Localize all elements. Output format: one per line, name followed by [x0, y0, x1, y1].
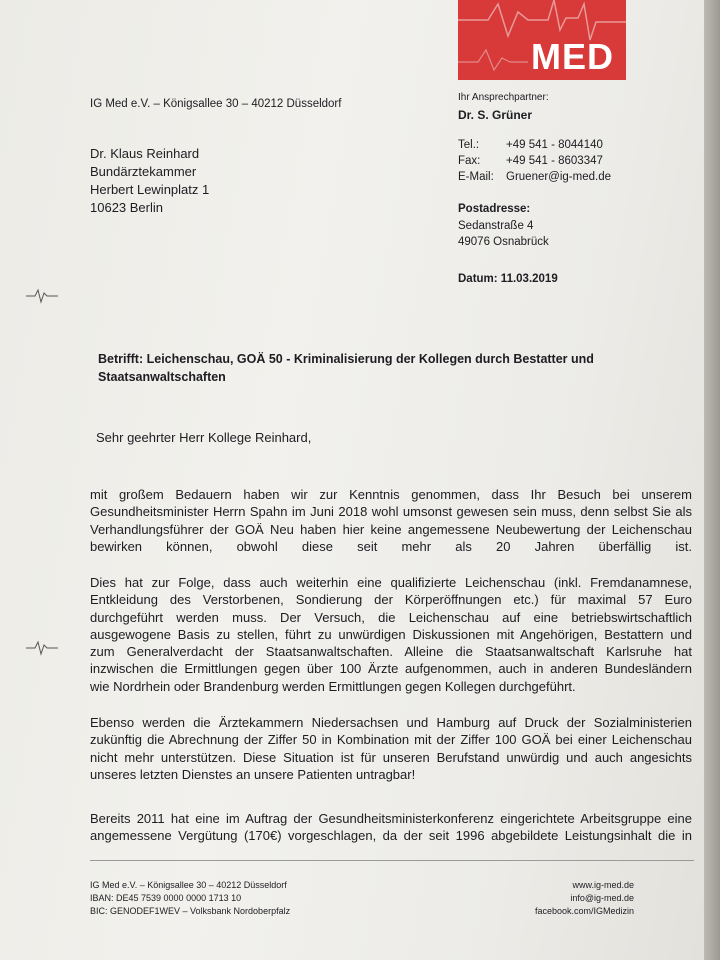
- text-line: Verhandlungsführer der GOÄ Neu haben hier keine angemessene Neubewertung der Leichenschau: [90, 521, 692, 537]
- contact-label: Ihr Ansprechpartner:: [458, 92, 549, 103]
- text-line: ausgewogene Basis zu stellen, führt zu unwürdigen Diskussionen mit Angehörigen, Bestattern und: [90, 626, 692, 642]
- footer-divider: [90, 860, 694, 861]
- sender-line: IG Med e.V. – Königsallee 30 – 40212 Düsseldorf: [90, 98, 342, 110]
- logo-text: MED: [531, 36, 614, 77]
- tel-label: Tel.:: [458, 139, 480, 151]
- recipient-line: Herbert Lewinplatz 1: [90, 182, 210, 197]
- text-line: zukünftig die Abrechnung der Ziffer 50 in Kombination mit der Ziffer 100 GOÄ bei einer Leichenschau: [90, 732, 692, 748]
- footer-left-line: IG Med e.V. – Königsallee 30 – 40212 Düsseldorf: [90, 880, 287, 890]
- contact-name: Dr. S. Grüner: [458, 108, 533, 122]
- postal-label: Postadresse:: [458, 203, 531, 215]
- email-label: E-Mail:: [458, 171, 494, 183]
- paragraph: [90, 714, 692, 783]
- text-line: durchgeführt werden muss. Der Versuch, die Leichenschau auf eine betriebswirtschaftlich: [90, 609, 692, 625]
- postal-line: Sedanstraße 4: [458, 220, 534, 232]
- text-line: Dies hat zur Folge, dass auch weiterhin eine qualifizierte Leichenschau (inkl. Fremdanamnese,: [90, 575, 692, 590]
- letter-date: Datum: 11.03.2019: [458, 273, 558, 285]
- tel-value: +49 541 - 8044140: [506, 139, 603, 151]
- subject-line: Betrifft: Leichenschau, GOÄ 50 - Kriminalisierung der Kollegen durch Bestatter und: [98, 352, 594, 366]
- text-line: angemessene Vergütung (170€) vorgeschlagen, da der seit 1996 abgebildete Leistungsinhalt die in: [90, 828, 692, 844]
- footer-email[interactable]: info@ig-med.de: [570, 893, 634, 903]
- pulse-mark-icon: [26, 640, 58, 656]
- fax-label: Fax:: [458, 155, 481, 167]
- text-line: Gesundheitsminister Herrn Spahn im Juni 2018 wohl umsonst gewesen sein muss, denn selbst Sie als: [90, 504, 692, 520]
- text-line: unseres letzten Dienstes an unsere Patienten untragbar!: [90, 766, 416, 782]
- footer-left-line: IBAN: DE45 7539 0000 0000 1713 10: [90, 893, 242, 903]
- text-line: zum Generalverdacht der Staatsanwaltschaften. Alleine die Staatsanwaltschaft Karlsruhe hat: [90, 644, 692, 660]
- text-line: wie Nordrhein oder Brandenburg werden Ermittlungen gegen Kollegen durchgeführt.: [90, 678, 576, 694]
- ig-med-logo: [458, 0, 626, 80]
- recipient-line: Dr. Klaus Reinhard: [90, 146, 200, 161]
- footer-left-line: BIC: GENODEF1WEV – Volksbank Nordoberpfalz: [90, 906, 291, 916]
- text-line: inzwischen die Ermittlungen gegen über 100 Ärzte aufgenommen, auch in anderen Bundesländern: [90, 661, 692, 677]
- text-line: nicht mehr unterstützen. Diese Situation ist für unseren Berufstand unwürdig und auch angesichts: [90, 749, 692, 765]
- subject-line: Staatsanwaltschaften: [98, 370, 226, 384]
- footer-website[interactable]: www.ig-med.de: [572, 880, 634, 890]
- page-edge-shadow: [704, 0, 720, 960]
- text-line: bewirken können, obwohl diese seit mehr als 20 Jahren überfällig ist.: [90, 538, 692, 554]
- pulse-mark-icon: [26, 288, 58, 304]
- paragraph: [90, 574, 692, 695]
- text-line: mit großem Bedauern haben wir zur Kenntnis genommen, dass Ihr Besuch bei unserem: [90, 487, 692, 502]
- paragraph: [90, 486, 692, 555]
- salutation: Sehr geehrter Herr Kollege Reinhard,: [96, 430, 312, 445]
- postal-line: 49076 Osnabrück: [458, 236, 549, 248]
- recipient-line: Bundärztekammer: [90, 164, 197, 179]
- text-line: Bereits 2011 hat eine im Auftrag der Gesundheitsministerkonferenz eingerichtete Arbeitsgruppe eine: [90, 811, 692, 826]
- footer-facebook[interactable]: facebook.com/IGMedizin: [534, 906, 634, 916]
- fax-value: +49 541 - 8603347: [506, 155, 603, 167]
- email-value[interactable]: Gruener@ig-med.de: [506, 171, 611, 183]
- paragraph: [90, 810, 692, 845]
- text-line: Ebenso werden die Ärztekammern Niedersachsen und Hamburg auf Druck der Sozialministerien: [90, 715, 692, 730]
- recipient-line: 10623 Berlin: [90, 200, 163, 215]
- text-line: Entkleidung des Verstorbenen, Sondierung der Körperöffnungen etc.) für maximal 57 Euro: [90, 592, 692, 608]
